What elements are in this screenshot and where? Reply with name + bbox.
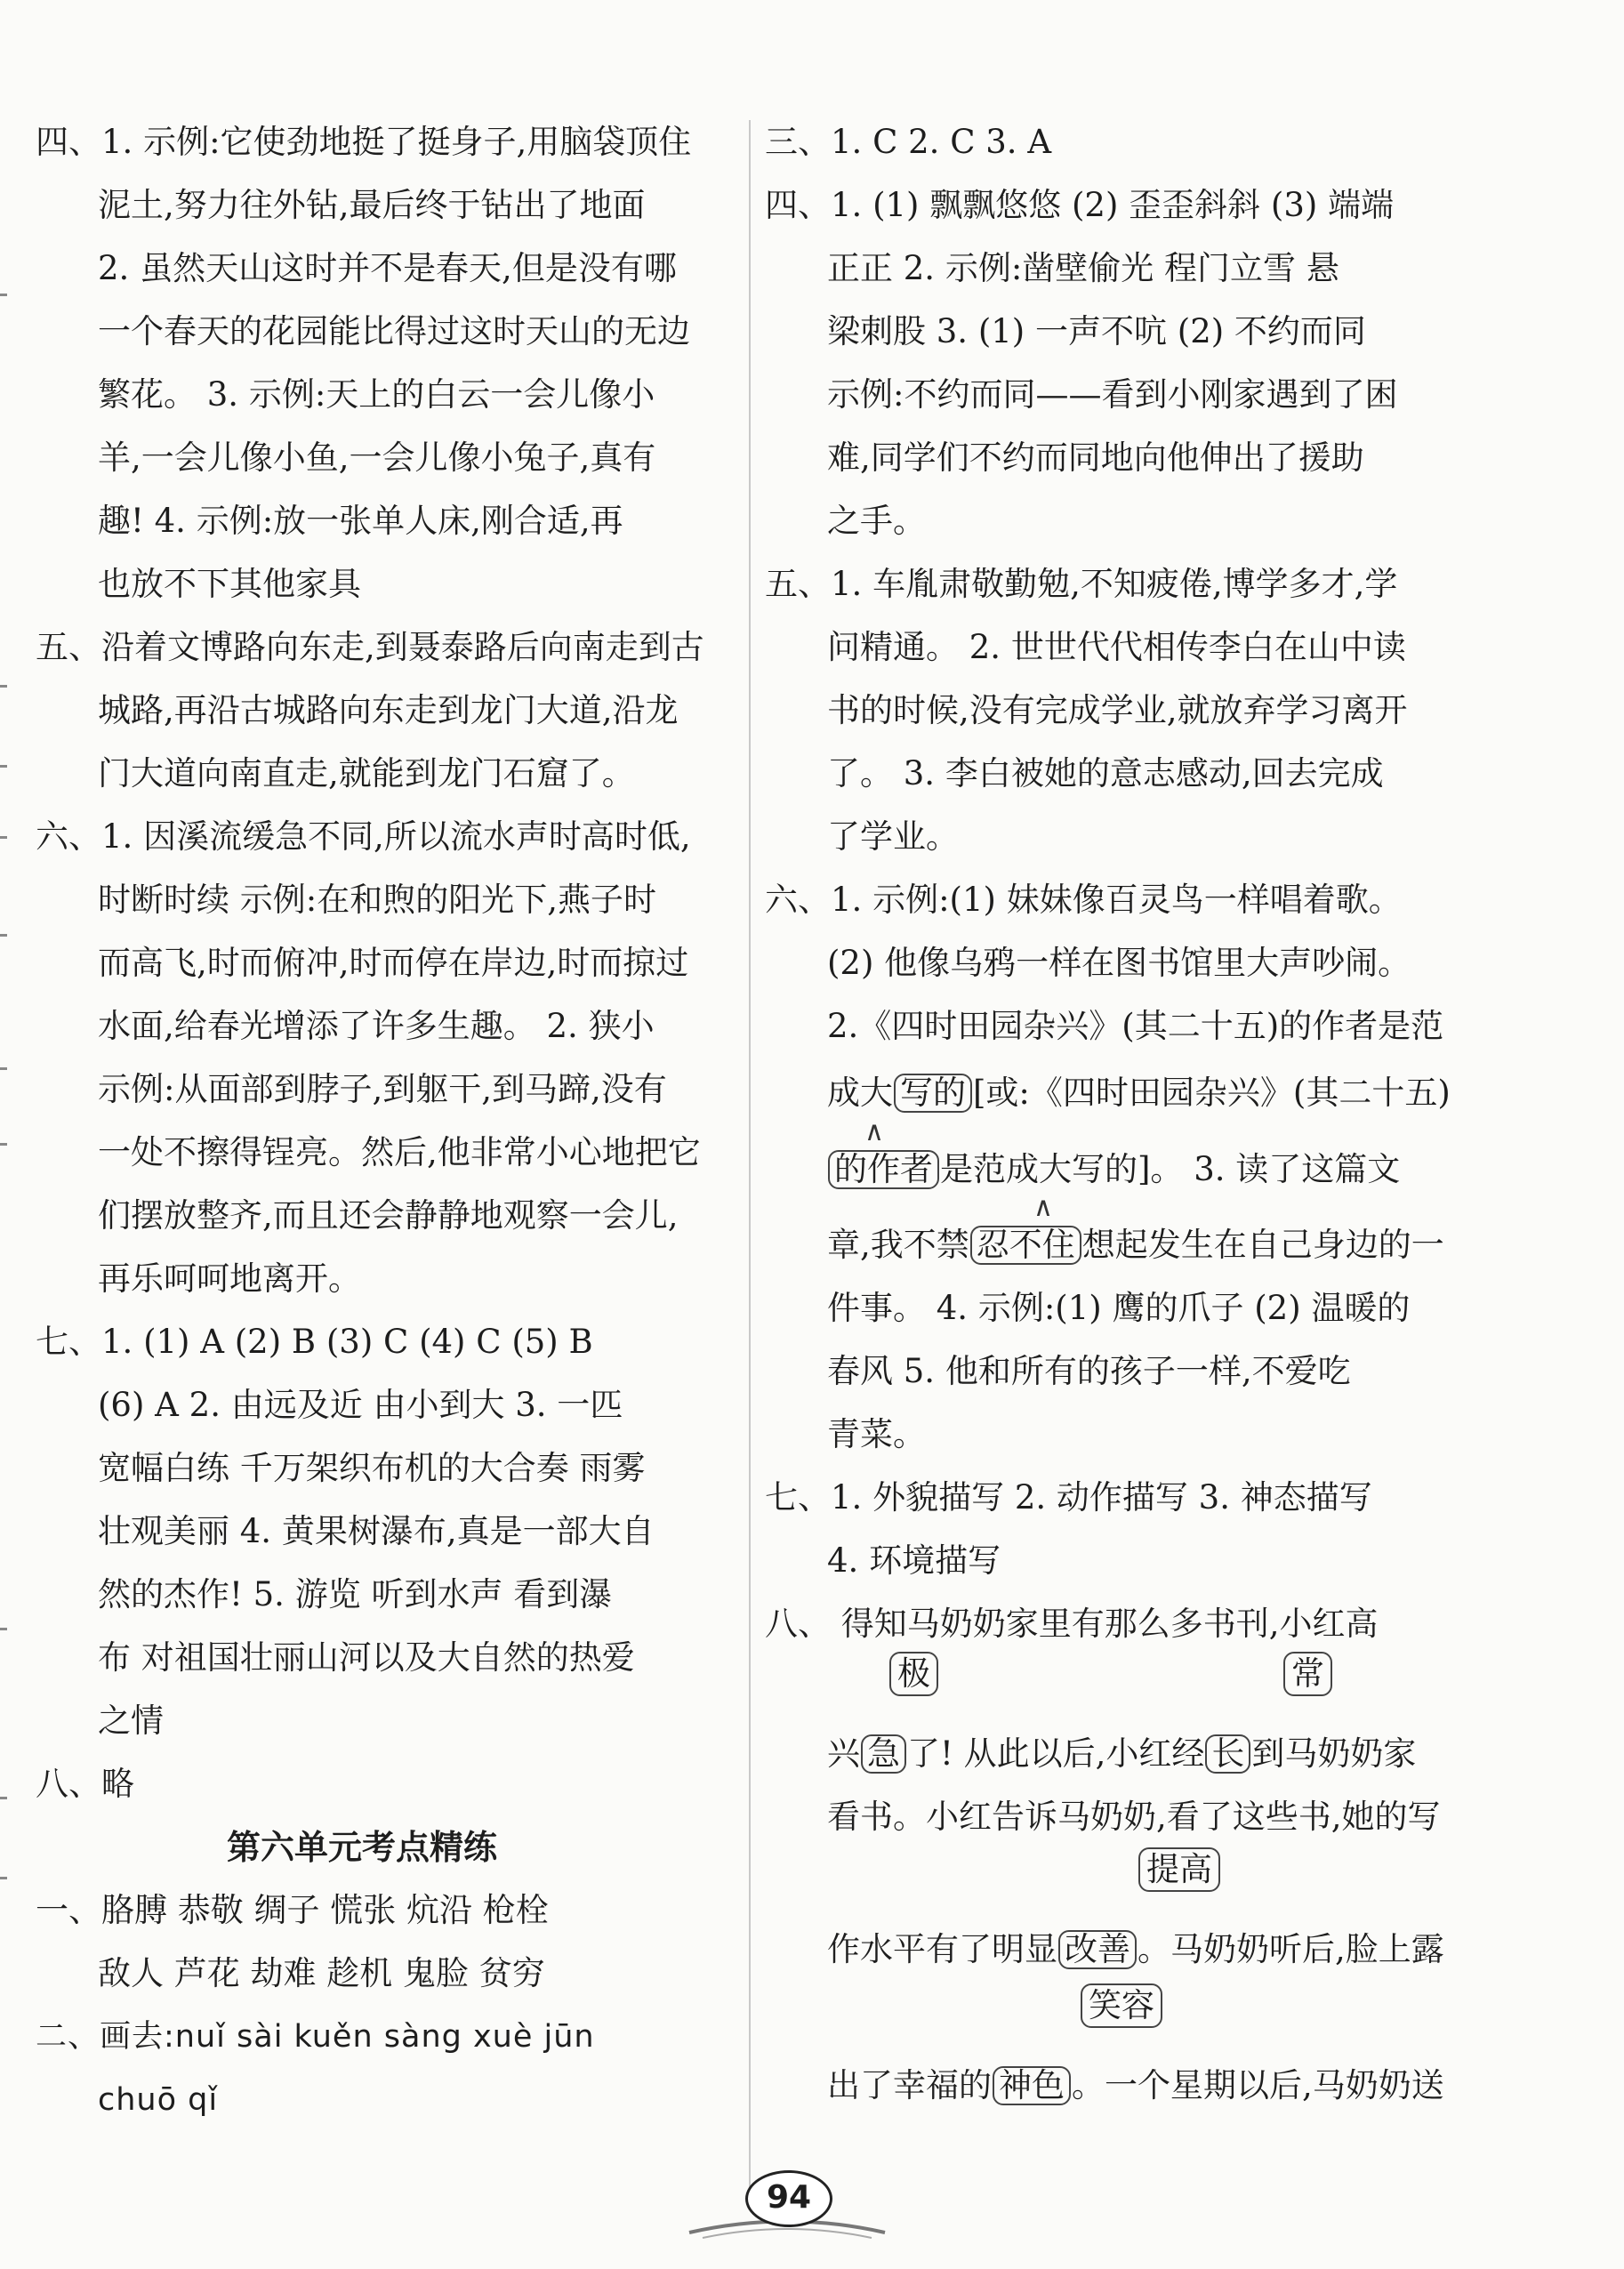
correction-box: 的作者 (828, 1150, 939, 1189)
answer-line: 看书。小红告诉马奶奶,看了这些书,她的写 (827, 1798, 1441, 1836)
pinyin-line: 二、画去:nuǐ sài kuěn sàng xuè jūn (36, 2019, 595, 2055)
pinyin-line: chuō qǐ (98, 2082, 219, 2118)
answer-line: 泥土,努力往外钻,最后终于钻出了地面 (98, 186, 646, 224)
page-edge-binding (0, 0, 9, 2269)
correction-box: 忍不住 (970, 1226, 1081, 1265)
answer-line: 2.《四时田园杂兴》(其二十五)的作者是范 (827, 1007, 1444, 1045)
answer-line: 难,同学们不约而同地向他伸出了援助 (827, 439, 1364, 477)
inserted-word-box: 极 (889, 1652, 938, 1696)
answer-line: 四、1. 示例:它使劲地挺了挺身子,用脑袋顶住 (36, 123, 692, 161)
answer-line: 一处不擦得锃亮。然后,他非常小心地把它 (98, 1133, 701, 1171)
answer-line: 时断时续 示例:在和煦的阳光下,燕子时 (98, 881, 656, 919)
inserted-word-box: 提高 (1138, 1847, 1220, 1892)
answer-line: 五、1. 车胤肃敬勤勉,不知疲倦,博学多才,学 (765, 565, 1398, 603)
insertion-caret-icon: ∧ (864, 1116, 884, 1147)
answer-line: 五、沿着文博路向东走,到聂泰路后向南走到古 (36, 628, 704, 666)
answer-line: 而高飞,时而俯冲,时而停在岸边,时而掠过 (98, 944, 689, 982)
struck-word-box: 改善 (1058, 1930, 1137, 1969)
correction-line: 出了幸福的 神色 。一个星期以后,马奶奶送 (827, 2066, 1444, 2104)
inserted-word-box: 笑容 (1081, 1983, 1162, 2028)
answer-line: 示例:从面部到脖子,到躯干,到马蹄,没有 (98, 1070, 667, 1108)
answer-line: 示例:不约而同——看到小刚家遇到了困 (827, 375, 1398, 414)
answer-line: 八、 得知马奶奶家里有那么多书刊,小红高 (765, 1605, 1379, 1643)
correction-line: 成大 写的 [或:《四时田园杂兴》(其二十五) (827, 1074, 1451, 1112)
answer-line: 件事。 4. 示例:(1) 鹰的爪子 (2) 温暖的 (827, 1289, 1411, 1327)
answer-line: 之手。 (827, 502, 926, 540)
answer-line: 三、1. C 2. C 3. A (765, 123, 1052, 161)
answer-line: 春风 5. 他和所有的孩子一样,不爱吃 (827, 1352, 1351, 1390)
answer-line: 羊,一会儿像小鱼,一会儿像小兔子,真有 (98, 439, 656, 477)
answer-line: 了。 3. 李白被她的意志感动,回去完成 (827, 754, 1384, 793)
answer-line: 们摆放整齐,而且还会静静地观察一会儿, (98, 1196, 679, 1235)
answer-line: 八、略 (36, 1765, 134, 1803)
left-column (36, 0, 747, 2269)
answer-line: (6) A 2. 由远及近 由小到大 3. 一匹 (98, 1386, 623, 1424)
correction-line: 作水平有了明显 改善 。马奶奶听后,脸上露 (827, 1930, 1444, 1968)
struck-word-box: 神色 (993, 2066, 1071, 2105)
answer-line: 壮观美丽 4. 黄果树瀑布,真是一部大自 (98, 1512, 655, 1550)
answer-line: 繁花。 3. 示例:天上的白云一会儿像小 (98, 375, 655, 414)
correction-line: 兴 急 了! 从此以后,小红经 长 到马奶奶家 (827, 1734, 1417, 1773)
correction-box: 写的 (894, 1074, 972, 1113)
column-divider (749, 120, 751, 2201)
answer-line: 六、1. 示例:(1) 妹妹像百灵鸟一样唱着歌。 (765, 881, 1402, 919)
struck-word-box: 长 (1205, 1734, 1250, 1774)
answer-line: 问精通。 2. 世世代代相传李白在山中读 (827, 628, 1406, 666)
answer-line: 书的时候,没有完成学业,就放弃学习离开 (827, 691, 1408, 729)
answer-line: 之情 (98, 1702, 164, 1740)
page-number: 94 (745, 2170, 832, 2227)
right-column (765, 0, 1476, 2269)
answer-line: 4. 环境描写 (827, 1541, 1001, 1580)
answer-line: 2. 虽然天山这时并不是春天,但是没有哪 (98, 249, 677, 287)
answer-line: 趣! 4. 示例:放一张单人床,刚合适,再 (98, 502, 623, 540)
answer-line: 水面,给春光增添了许多生趣。 2. 狭小 (98, 1007, 655, 1045)
answer-line: 六、1. 因溪流缓急不同,所以流水声时高时低, (36, 817, 691, 856)
answer-line: 正正 2. 示例:凿壁偷光 程门立雪 悬 (827, 249, 1339, 287)
answer-line: 七、1. (1) A (2) B (3) C (4) C (5) B (36, 1323, 593, 1361)
answer-line: (2) 他像乌鸦一样在图书馆里大声吵闹。 (827, 944, 1411, 982)
answer-line: 敌人 芦花 劫难 趁机 鬼脸 贫穷 (98, 1954, 545, 1992)
answer-line: 门大道向南直走,就能到龙门石窟了。 (98, 754, 635, 793)
answer-line: 宽幅白练 千万架织布机的大合奏 雨雾 (98, 1449, 646, 1487)
correction-line: 的作者 是范成大写的]。 3. 读了这篇文 (827, 1147, 1400, 1192)
answer-line: 一个春天的花园能比得过这时天山的无边 (98, 312, 690, 350)
correction-line: 章,我不禁 忍不住 想起发生在自己身边的一 (827, 1226, 1444, 1264)
answer-line: 青菜。 (827, 1415, 926, 1453)
answer-line: 四、1. (1) 飘飘悠悠 (2) 歪歪斜斜 (3) 端端 (765, 186, 1395, 224)
answer-line: 城路,再沿古城路向东走到龙门大道,沿龙 (98, 691, 679, 729)
struck-word-box: 急 (861, 1734, 906, 1774)
answer-line: 一、胳膊 恭敬 绸子 慌张 炕沿 枪栓 (36, 1891, 549, 1929)
answer-line: 七、1. 外貌描写 2. 动作描写 3. 神态描写 (765, 1478, 1372, 1517)
inserted-word-box: 常 (1283, 1652, 1332, 1696)
answer-line: 布 对祖国壮丽山河以及大自然的热爱 (98, 1638, 635, 1677)
insertion-caret-icon: ∧ (1033, 1192, 1053, 1223)
answer-line: 梁刺股 3. (1) 一声不吭 (2) 不约而同 (827, 312, 1366, 350)
answer-line: 然的杰作! 5. 游览 听到水声 看到瀑 (98, 1575, 613, 1613)
answer-line: 了学业。 (827, 817, 959, 856)
answer-line: 再乐呵呵地离开。 (98, 1259, 361, 1298)
answer-line: 也放不下其他家具 (98, 565, 361, 603)
section-title: 第六单元考点精练 (227, 1828, 498, 1867)
